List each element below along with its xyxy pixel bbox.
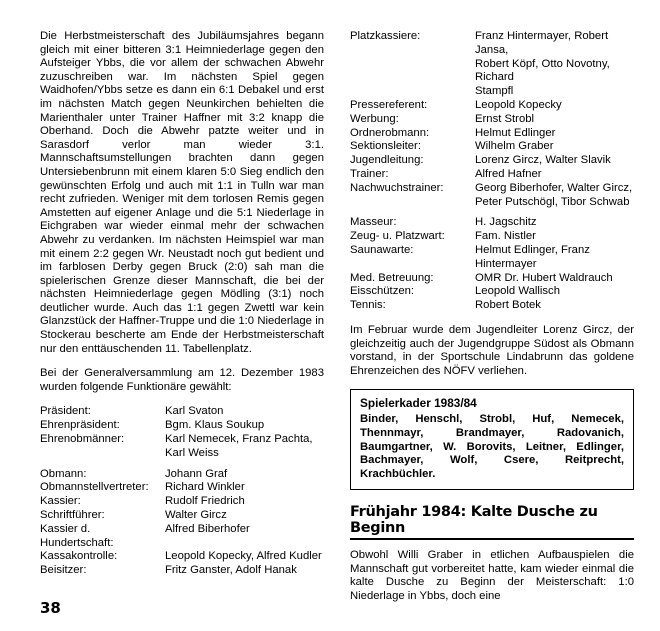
official-row-continued: [350, 85, 634, 99]
official-row: [40, 564, 324, 578]
official-row: [40, 468, 324, 482]
official-row: [40, 405, 324, 419]
two-column-layout: [40, 30, 634, 604]
official-row: [350, 154, 634, 168]
official-name: Ernst Strobl: [475, 112, 535, 125]
official-name: Johann Graf: [165, 467, 228, 480]
official-name: Helmut Edlinger, Franz Hintermayer: [475, 243, 590, 270]
official-role: Trainer:: [350, 167, 389, 180]
official-row: [350, 285, 634, 299]
official-row: [40, 523, 324, 551]
official-row: [350, 216, 634, 230]
official-role: [350, 196, 475, 210]
official-role: Kassier d. Hundertschaft:: [40, 522, 114, 549]
official-role: Ehrenobmänner:: [40, 433, 125, 446]
squad-box: [350, 389, 634, 490]
official-name: Rudolf Friedrich: [165, 495, 245, 508]
left-column: [40, 30, 324, 604]
official-name: Helmut Edlinger: [475, 126, 556, 139]
official-name: Lorenz Gircz, Walter Slavik: [475, 154, 611, 167]
official-role: Saunawarte:: [350, 243, 414, 256]
official-role: Schriftführer:: [40, 509, 105, 522]
official-row-continued: [350, 196, 634, 210]
official-row: [350, 182, 634, 196]
official-role: Ordnerobmann:: [350, 126, 430, 139]
official-role: Jugendleitung:: [350, 154, 424, 167]
official-name: Georg Biberhofer, Walter Gircz,: [475, 181, 633, 194]
official-name: H. Jagschitz: [475, 216, 537, 229]
official-role: Tennis:: [350, 299, 386, 312]
official-name: Richard Winkler: [165, 481, 245, 494]
spacer: [350, 209, 634, 216]
official-role: Pressereferent:: [350, 98, 428, 111]
official-name: Leopold Wallisch: [475, 285, 560, 298]
official-row-continued: [40, 447, 324, 461]
paragraph-autumn-season: Die Herbstmeisterschaft des Jubiläumsjahres begann gleich mit einer bitteren 3:1 Heimniederlage gegen den Aufsteiger Ybbs, die vor allem der schwachen Abwehr zuzuschreiben war. Im nächsten Spiel gegen Waidhofen/Ybbs setze es dann ein 6:1 Debakel und erst im nächsten Match gegen Neunkirchen behielten die Marienthaler unter Trainer Haffner mit 3:2 knapp die Oberhand. Doch die Abwehr patzte weiter und in Sarasdorf verlor man wieder 3:1. Mannschaftsumstellungen brachten dann gegen Untersiebenbrunn mit einem klaren 5:0 Sieg endlich den gewünschten Erfolg und auch mit 1:1 in Tulln war man recht zufrieden. Weniger mit dem torlosen Remis gegen Amstetten auf eigener Anlage und die 5:1 Niederlage in Eichgraben war wieder einmal mehr der schwachen Abwehr zu verdanken. Im nächsten Heimspiel war man mit einem 2:2 gegen Wr. Neustadt noch gut bedient und im farblosen Derby gegen Bruck (2:0) sah man die spielerischen Grenze dieser Mannschaft, die bei der nächsten Heimniederlage gegen Mödling (3:1) noch deutlicher wurde. Auch das 1:1 gegen Zwettl war kein Glanzstück der Haffner-Truppe und die 1:0 Niederlage in Stockerau bescherte am Ende der Herbstmeisterschaft nur den enttäuschenden 11. Tabellenplatz.: [40, 30, 324, 355]
official-role: [350, 85, 475, 99]
squad-box-title: Spielerkader 1983/84: [360, 396, 477, 411]
official-role: [40, 447, 165, 461]
official-role: Ehrenpräsident:: [40, 419, 120, 432]
official-role: Nachwuchstrainer:: [350, 181, 444, 194]
official-role: Obmannstellvertreter:: [40, 481, 149, 494]
section-heading-spring-1984: Frühjahr 1984: Kalte Dusche zu Beginn: [350, 504, 634, 540]
official-name: Leopold Kopecky, Alfred Kudler: [165, 550, 322, 563]
official-role: Masseur:: [350, 216, 397, 229]
official-row: [40, 550, 324, 564]
paragraph-general-assembly: Bei der Generalversammlung am 12. Dezember 1983 wurden folgende Funktionäre gewählt:: [40, 367, 324, 393]
official-name: Fritz Ganster, Adolf Hanak: [165, 564, 297, 577]
spacer: [350, 313, 634, 324]
official-name: Leopold Kopecky: [475, 98, 562, 111]
official-row: [350, 127, 634, 141]
officials-list-right: [350, 30, 634, 313]
official-row: [40, 495, 324, 509]
official-role: Kassier:: [40, 495, 81, 508]
official-name: OMR Dr. Hubert Waldrauch: [475, 271, 613, 284]
official-name: Bgm. Klaus Soukup: [165, 419, 265, 432]
official-name: Peter Putschögl, Tibor Schwab: [475, 195, 630, 208]
official-row: [350, 299, 634, 313]
official-row: [40, 419, 324, 433]
squad-box-players: Binder, Henschl, Strobl, Huf, Nemecek, Thennmayr, Brandmayer, Radovanich, Baumgartner, W. Borovits, Leitner, Edlinger, Bachmayer, Wolf, Csere, Reitprecht, Krachbüchler.: [360, 413, 624, 480]
official-name: Alfred Biberhofer: [165, 522, 250, 535]
official-row: [350, 168, 634, 182]
official-name: Karl Svaton: [165, 405, 224, 418]
official-row: [350, 230, 634, 244]
official-role: Zeug- u. Platzwart:: [350, 230, 445, 243]
official-role: Med. Betreuung:: [350, 271, 434, 284]
official-row: [350, 140, 634, 154]
official-name: Walter Gircz: [165, 509, 227, 522]
official-role: Sektionsleiter:: [350, 140, 421, 153]
official-row: [40, 509, 324, 523]
official-role: Beisitzer:: [40, 564, 87, 577]
page-number: 38: [40, 599, 61, 617]
official-name: Alfred Hafner: [475, 167, 542, 180]
official-name: Karl Nemecek, Franz Pachta,: [165, 433, 313, 446]
official-row: [350, 244, 634, 272]
official-row: [350, 272, 634, 286]
right-column: [350, 30, 634, 604]
official-role: Kassakontrolle:: [40, 550, 118, 563]
official-role: Obmann:: [40, 467, 87, 480]
official-name: Karl Weiss: [165, 446, 219, 459]
official-row: [350, 113, 634, 127]
official-name: Robert Köpf, Otto Novotny, Richard: [475, 57, 610, 84]
official-role: Eisschützen:: [350, 285, 415, 298]
official-row: [350, 30, 634, 58]
official-row: [40, 481, 324, 495]
official-name: Fam. Nistler: [475, 230, 536, 243]
official-name: Robert Botek: [475, 299, 541, 312]
official-row: [40, 433, 324, 447]
official-name: Stampfl: [475, 85, 514, 98]
official-name: Franz Hintermayer, Robert Jansa,: [475, 30, 609, 56]
official-role: Platzkassiere:: [350, 30, 421, 42]
official-role: Präsident:: [40, 405, 91, 418]
official-row-continued: [350, 58, 634, 86]
paragraph-honour-award: Im Februar wurde dem Jugendleiter Lorenz Gircz, der gleichzeitig auch der Jugendgruppe Südost als Obmann vorstand, in der Sportschule Lindabrunn das goldene Ehrenzeichen des NÖFV verliehen.: [350, 323, 634, 377]
spacer: [40, 461, 324, 468]
official-role: Werbung:: [350, 112, 399, 125]
paragraph-spring-start: Obwohl Willi Graber in etlichen Aufbauspielen die Mannschaft gut vorbereitet hatte, kam wieder einmal die kalte Dusche zu Beginn der Meisterschaft: 1:0 Niederlage in Ybbs, doch eine: [350, 549, 634, 603]
official-role: [350, 58, 475, 86]
official-row: [350, 99, 634, 113]
officials-list-left: [40, 405, 324, 578]
official-name: Wilhelm Graber: [475, 140, 554, 153]
